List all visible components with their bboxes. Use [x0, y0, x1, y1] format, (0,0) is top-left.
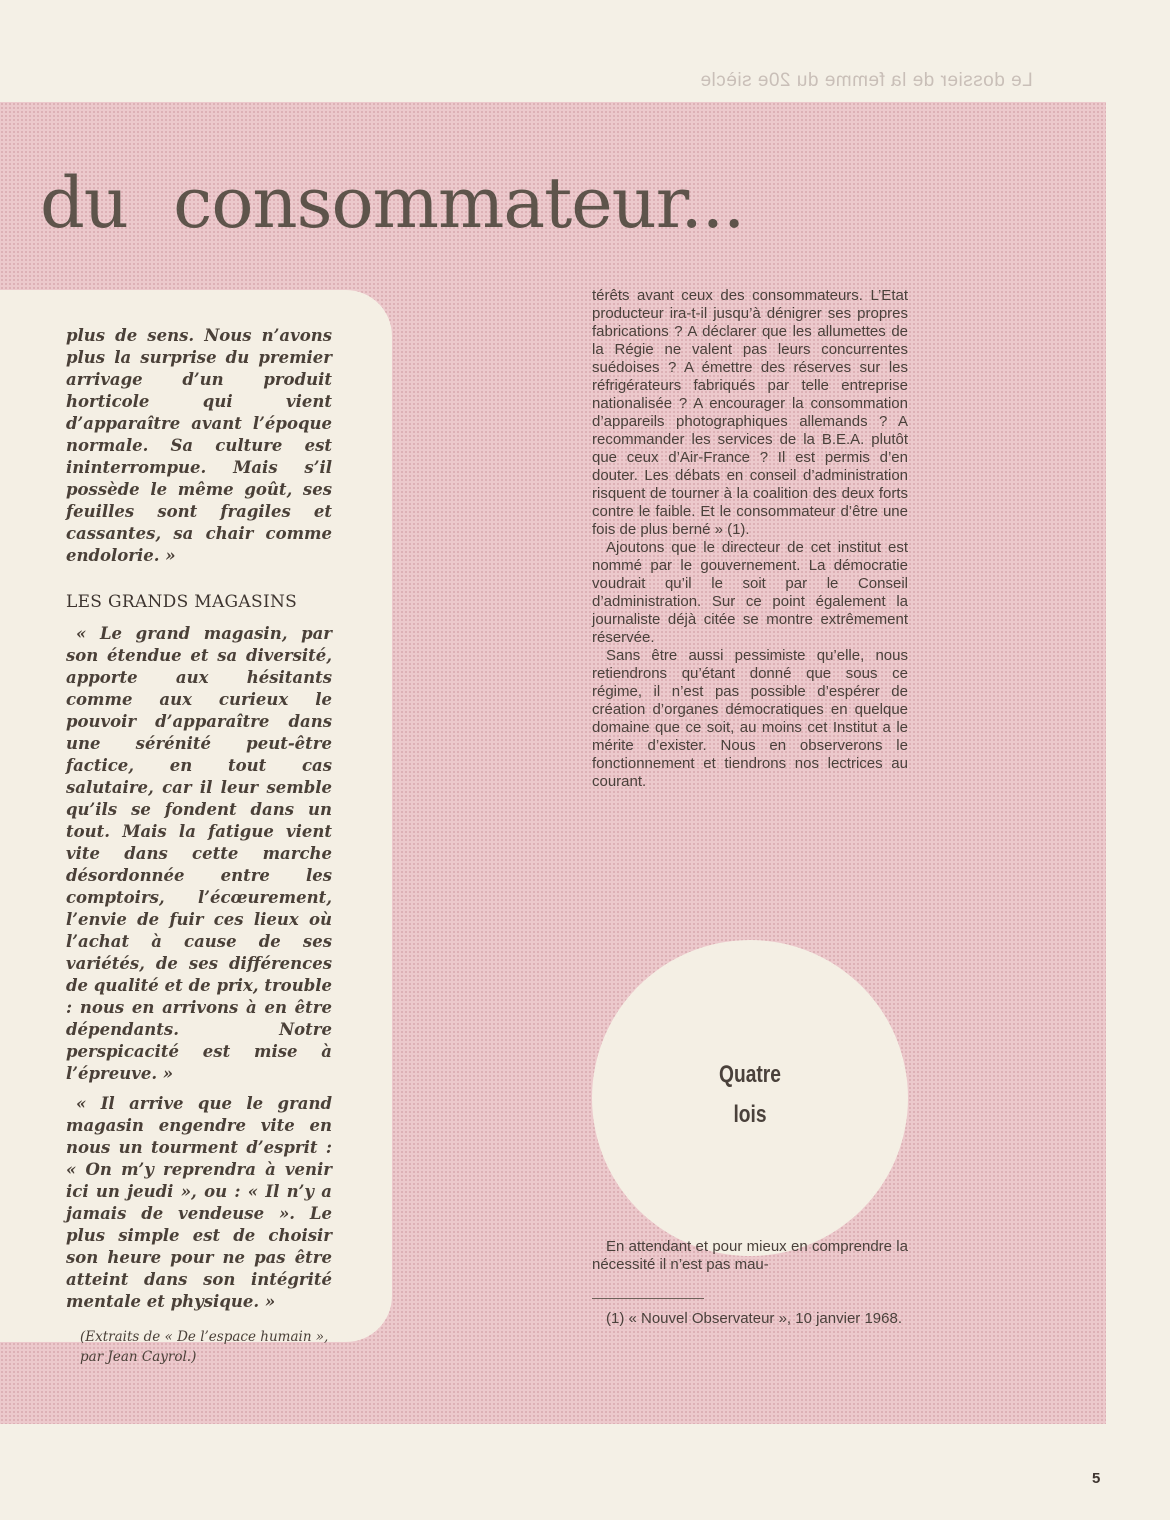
section-heading: LES GRANDS MAGASINS: [66, 592, 298, 612]
circle-heading-line-2: lois: [733, 1101, 767, 1128]
bottom-paragraph: En attendant et pour mieux en comprendre la nécessité il n’est pas mau-: [592, 1238, 908, 1273]
right-paragraph-1: térêts avant ceux des consommateurs. L’Etat producteur ira-t-il jusqu’à dénigrer ses propres fabrications ? A déclarer que les allumettes de la Régie ne valent pas leurs concurrentes suédoises ? A émettre des réserves sur les réfrigérateurs fabriqués par telle entreprise nationalisée ? A encourager la consommation d’appareils photographiques allemands ? A recommander les services de la B.E.A. plutôt que ceux d’Air-France ? Il est permis d’en douter. Les débats en conseil d’administration risquent de tourner à la coalition des deux forts contre le faible. Et le consommateur d’être une fois de plus berné » (1).: [592, 287, 908, 538]
circle-heading-line-1: Quatre: [719, 1061, 781, 1088]
right-paragraph-3: Sans être aussi pessimiste qu’elle, nous retiendrons qu’étant donné que sous ce régime, il n’est pas possible d’espérer de création d’organes démocratiques en quelque domaine que ce soit, au moins cet Institut a le mérite d’exister. Nous en observerons le fonctionnement et tiendrons nos lectrices au courant.: [592, 647, 908, 790]
footnote-divider: [592, 1298, 704, 1299]
footnote: (1) « Nouvel Observateur », 10 janvier 1968.: [606, 1310, 902, 1327]
right-column: [592, 287, 908, 791]
left-paragraph-2: « Il arrive que le grand magasin engendre vite en nous un tourment d’esprit : « On m’y reprendra à venir ici un jeudi », ou : « Il n’y a jamais de vendeuse ». Le plus simple est de choisir son heure pour ne pas être atteint dans son intégrité mentale et physique. »: [66, 1094, 332, 1311]
citation: (Extraits de « De l’espace humain », par Jean Cayrol.): [80, 1329, 329, 1365]
left-paragraph-1: « Le grand magasin, par son étendue et sa diversité, apporte aux hésitants comme aux curieux le pouvoir d’apparaître dans une sérénité peut-être factice, en tout cas salutaire, car il leur semble qu’ils se fondent dans un tout. Mais la fatigue vient vite dans cette marche désordonnée entre les comptoirs, l’écœurement, l’envie de fuir ces lieux où l’achat à cause de ses variétés, de ses différences de qualité et de prix, trouble : nous en arrivons à en être dépendants. Notre perspicacité est mise à l’épreuve. »: [66, 624, 332, 1083]
page-title: du consommateur...: [40, 162, 745, 244]
circle-heading: [624, 1055, 877, 1135]
right-paragraph-2: Ajoutons que le directeur de cet institut est nommé par le gouvernement. La démocratie voudrait qu’il le soit par le Conseil d’administration. Sur ce point également la journaliste déjà citée se montre extrêmement réservée.: [592, 539, 908, 646]
left-intro-paragraph: plus de sens. Nous n’avons plus la surprise du premier arrivage d’un produit horticole qui vient d’apparaître avant l’époque normale. Sa culture est ininterrompue. Mais s’il possède le même goût, ses feuilles sont fragiles et cassantes, sa chair comme endolorie. »: [66, 326, 332, 565]
page-number: 5: [1092, 1470, 1101, 1487]
left-column: [66, 325, 332, 1367]
running-head: Le dossier de la femme du 20e siècle: [700, 70, 1033, 91]
